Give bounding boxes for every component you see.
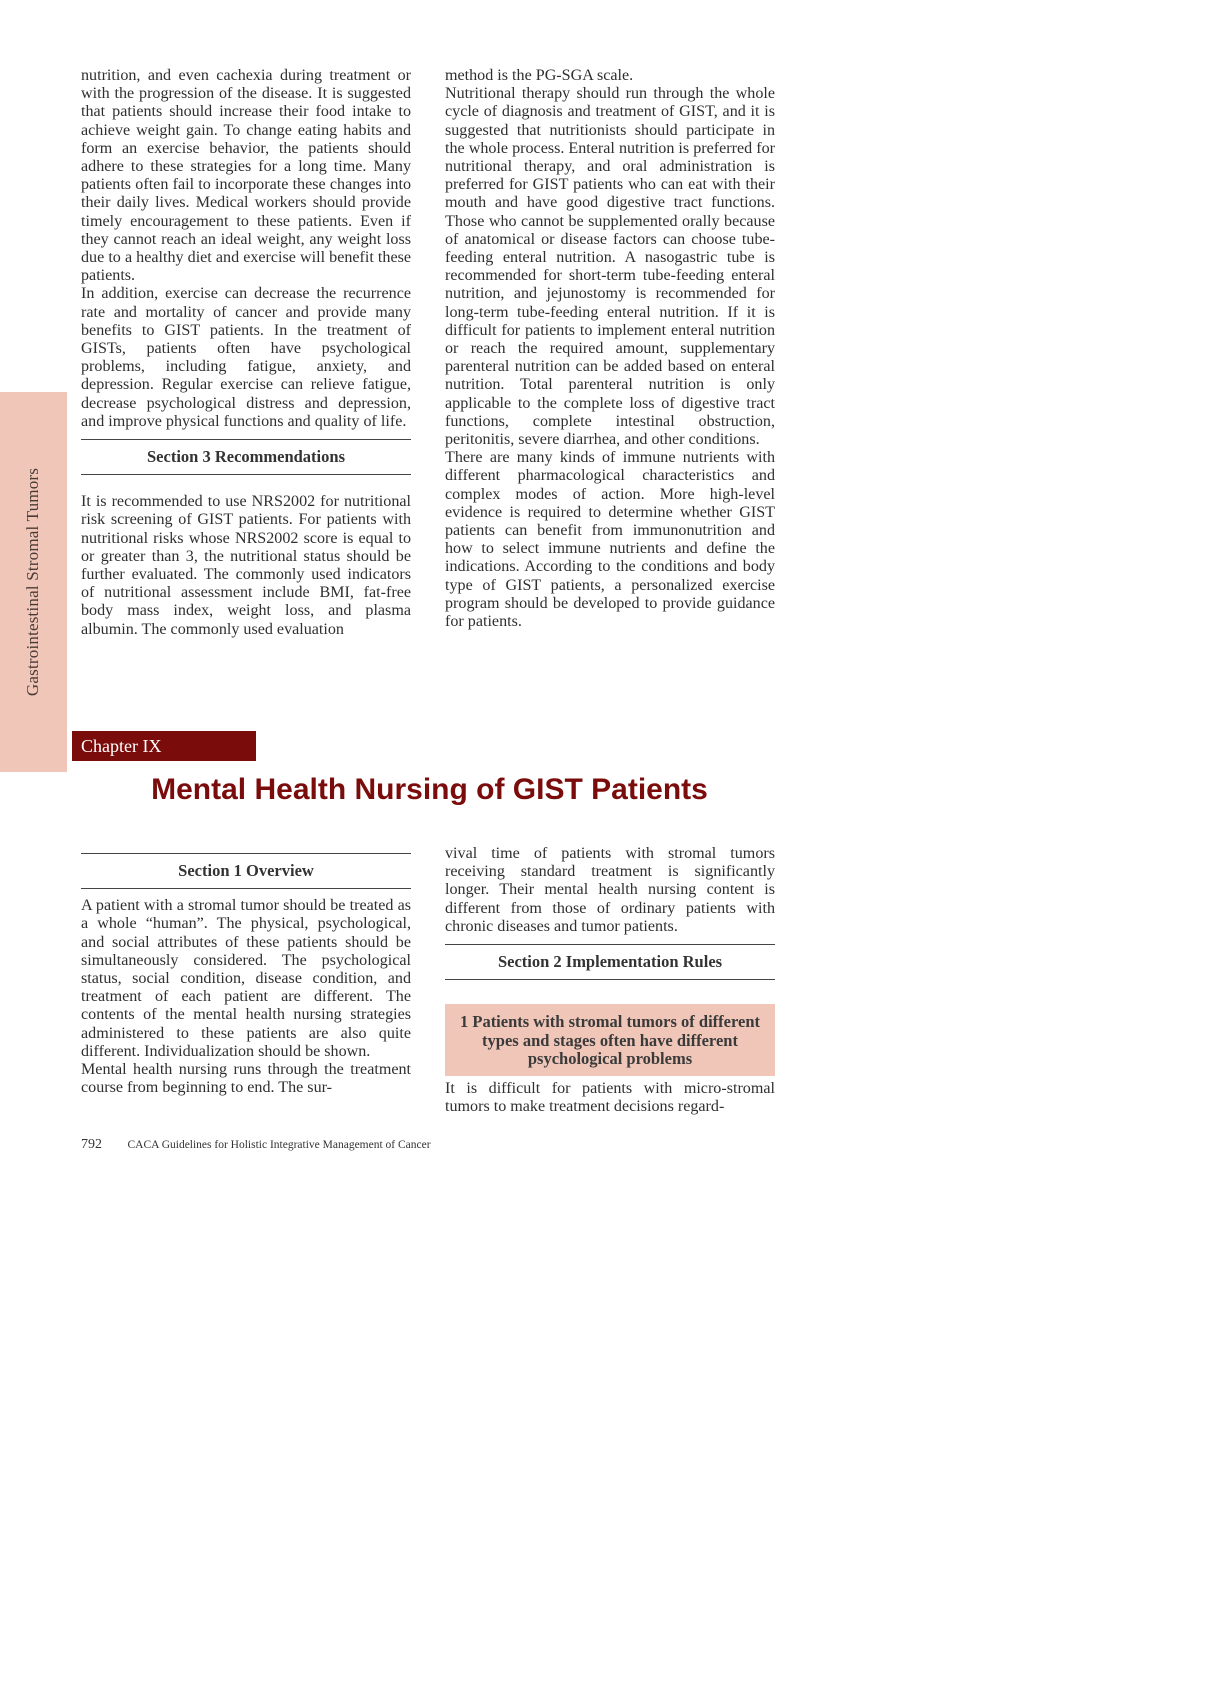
paragraph: nutrition, and even cachexia during treatment or with the progression of the disease. It is suggested that patients should increase their food intake to achieve weight gain. To change eating habits and form an exercise behavior, the patients should adhere to these strategies for a long time. Many patients often fail to incorporate these changes into their daily lives. Medical workers should provide timely encouragement to these patients. Even if they cannot reach an ideal weight, any weight loss due to a healthy diet and exercise will benefit these patients. xyxy=(81,67,411,285)
lower-left-column xyxy=(81,845,411,1097)
side-tab xyxy=(0,392,67,772)
page-footer xyxy=(81,1137,431,1153)
paragraph: vival time of patients with stromal tumors receiving standard treatment is significantly longer. Their mental health nursing content is different from those of ordinary patients with chronic diseases and tumor patients. xyxy=(445,845,775,935)
upper-left-column xyxy=(81,67,411,639)
chapter-title: Mental Health Nursing of GIST Patients xyxy=(151,773,708,806)
paragraph: In addition, exercise can decrease the recurrence rate and mortality of cancer and provide many benefits to GIST patients. In the treatment of GISTs, patients often have psychological problems, including fatigue, anxiety, and depression. Regular exercise can relieve fatigue, decrease psychological distress and depression, and improve physical functions and quality of life. xyxy=(81,285,411,430)
paragraph: There are many kinds of immune nutrients with different pharmacological characteristics and complex modes of action. More high-level evidence is required to determine whether GIST patients can benefit from immunonutrition and how to select immune nutrients and define the indications. According to the conditions and body type of GIST patients, a personalized exercise program should be developed to provide guidance for patients. xyxy=(445,449,775,631)
chapter-label: Chapter IX xyxy=(72,731,256,761)
section-heading: Section 3 Recommendations xyxy=(81,439,411,475)
side-tab-text-wrap xyxy=(0,392,67,772)
upper-right-column xyxy=(445,67,775,631)
paragraph: A patient with a stromal tumor should be treated as a whole “human”. The physical, psychological, and social attributes of these patients should be simultaneously considered. The psychological status, social condition, disease condition, and treatment of each patient are different. The contents of the mental health nursing strategies administered to these patients are also quite different. Individualization should be shown. xyxy=(81,897,411,1060)
paragraph: method is the PG-SGA scale. xyxy=(445,67,634,84)
page-number: 792 xyxy=(81,1137,102,1152)
section-heading: Section 2 Implementation Rules xyxy=(445,944,775,980)
paragraph: It is recommended to use NRS2002 for nutritional risk screening of GIST patients. For patients with nutritional risks whose NRS2002 score is equal to or greater than 3, the nutritional status should be further evaluated. The commonly used indicators of nutritional assessment include BMI, fat-free body mass index, weight loss, and plasma albumin. The commonly used evaluation xyxy=(81,493,411,638)
rule-highlight-box: 1 Patients with stromal tumors of different types and stages often have different psychological problems xyxy=(445,1004,775,1076)
lower-right-column xyxy=(445,845,775,1116)
book-title: CACA Guidelines for Holistic Integrative Management of Cancer xyxy=(127,1139,431,1151)
paragraph: Nutritional therapy should run through the whole cycle of diagnosis and treatment of GIST, and it is suggested that nutritionists should participate in the whole process. Enteral nutrition is preferred for nutritional therapy, and oral administration is preferred for GIST patients who can eat with their mouth and have good digestive tract functions. Those who cannot be supplemented orally because of anatomical or disease factors can choose tube-feeding enteral nutrition. A nasogastric tube is recommended for short-term tube-feeding enteral nutrition, and jejunostomy is recommended for long-term tube-feeding enteral nutrition. If it is difficult for patients to implement enteral nutrition or reach the required amount, supplementary parenteral nutrition can be added based on enteral nutrition. Total parenteral nutrition is only applicable to the complete loss of digestive tract functions, complete intestinal obstruction, peritonitis, severe diarrhea, and other conditions. xyxy=(445,85,775,449)
paragraph: It is difficult for patients with micro-stromal tumors to make treatment decisions regard- xyxy=(445,1079,775,1115)
side-tab-label: Gastrointestinal Stromal Tumors xyxy=(23,467,43,697)
paragraph: Mental health nursing runs through the treatment course from beginning to end. The sur- xyxy=(81,1061,411,1097)
section-heading: Section 1 Overview xyxy=(81,853,411,889)
